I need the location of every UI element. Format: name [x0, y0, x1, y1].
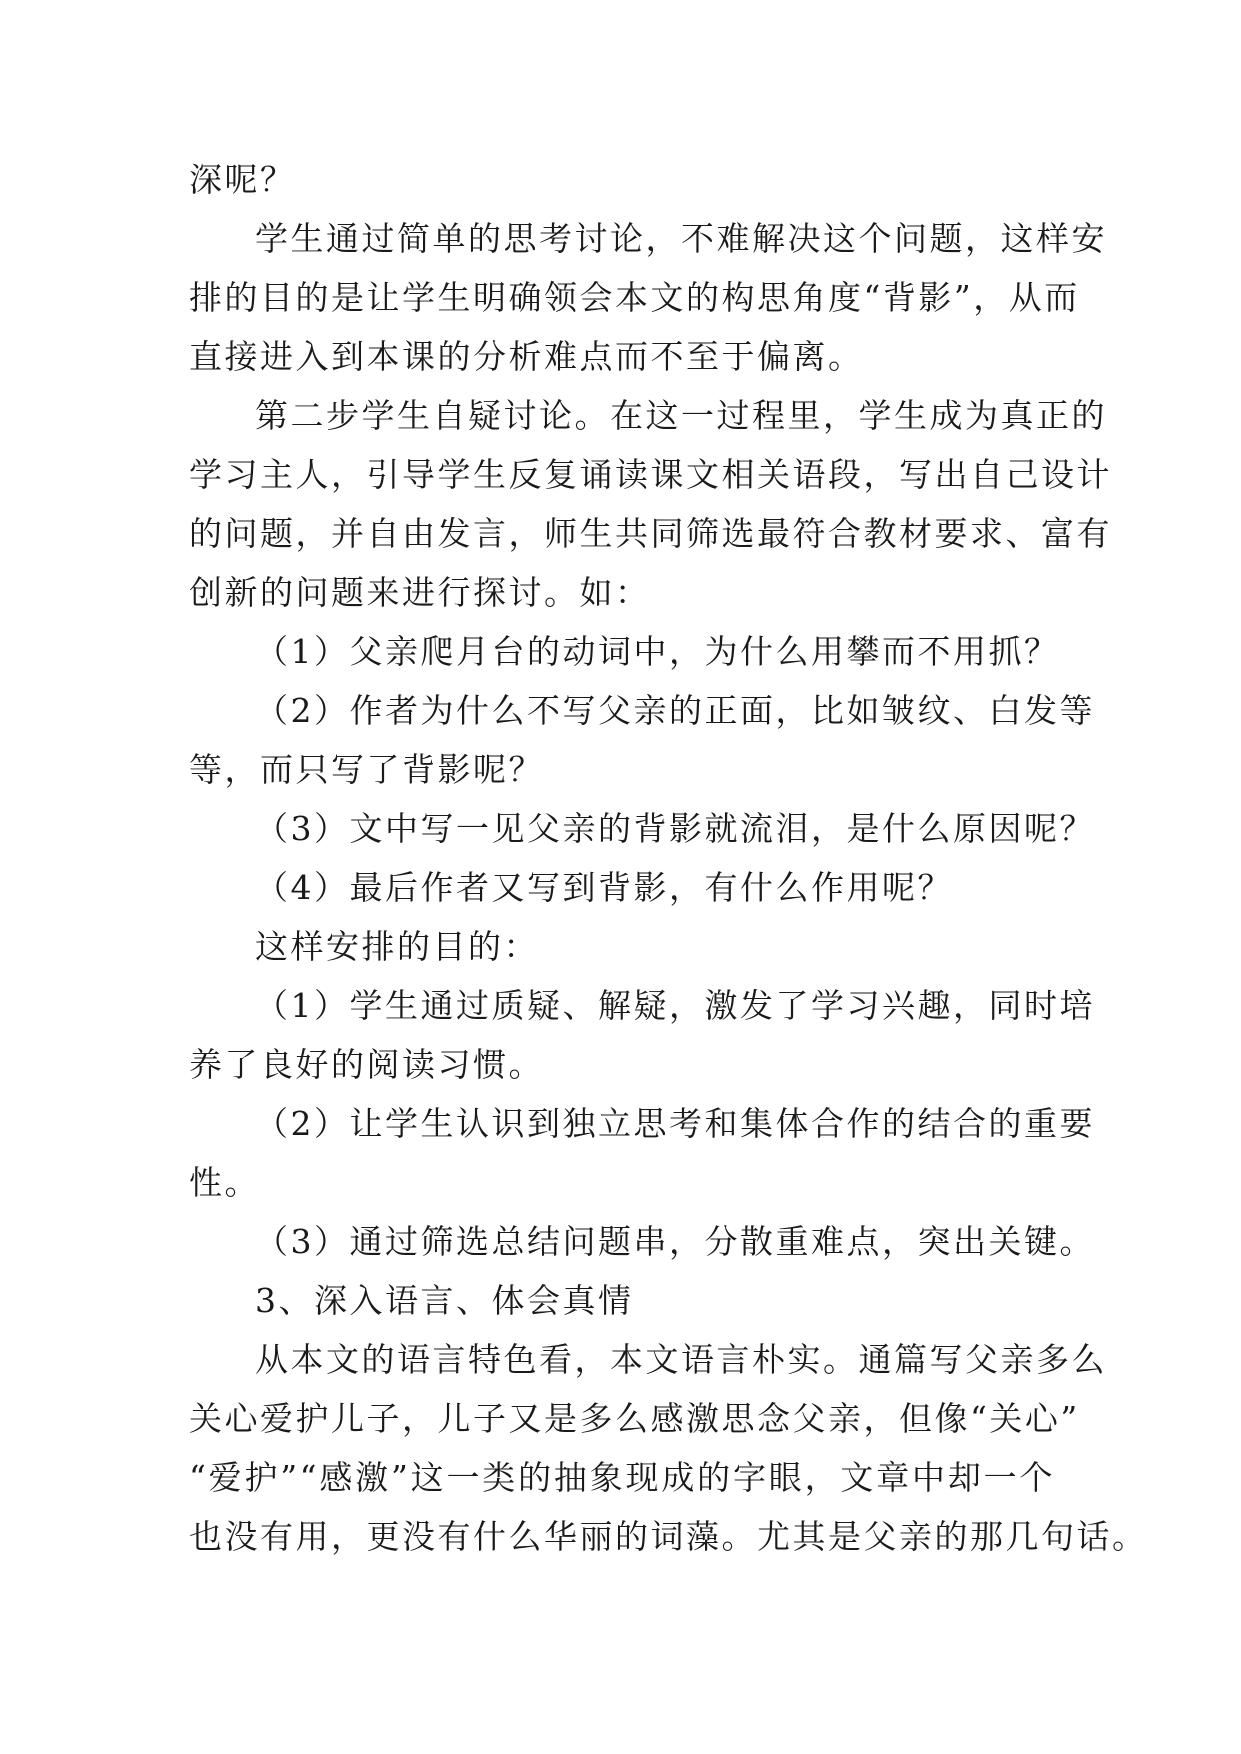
text-line-23: “爱护”“感激”这一类的抽象现成的字眼，文章中却一个: [189, 1458, 1055, 1497]
text-line-18: 性。: [189, 1163, 260, 1202]
text-line-21: 从本文的语言特色看，本文语言朴实。通篇写父亲多么: [255, 1340, 1107, 1379]
text-line-4: 直接进入到本课的分析难点而不至于偏离。: [189, 337, 864, 376]
text-line-5: 第二步学生自疑讨论。在这一过程里，学生成为真正的: [255, 396, 1107, 435]
text-line-22: 关心爱护儿子，儿子又是多么感激思念父亲，但像“关心”: [189, 1399, 1080, 1438]
text-line-16: 养了良好的阅读习惯。: [189, 1045, 544, 1084]
text-line-3: 排的目的是让学生明确领会本文的构思角度“背影”，从而: [189, 278, 1080, 317]
text-line-11: 等，而只写了背影呢？: [189, 750, 544, 789]
text-line-19: （3）通过筛选总结问题串，分散重难点，突出关键。: [255, 1222, 1095, 1261]
text-line-12: （3）文中写一见父亲的背影就流泪，是什么原因呢？: [255, 809, 1095, 848]
text-line-2: 学生通过简单的思考讨论，不难解决这个问题，这样安: [255, 219, 1107, 258]
text-line-17: （2）让学生认识到独立思考和集体合作的结合的重要: [255, 1104, 1095, 1143]
text-line-10: （2）作者为什么不写父亲的正面，比如皱纹、白发等: [255, 691, 1095, 730]
section-heading: 3、深入语言、体会真情: [255, 1281, 634, 1320]
document-body: [189, 150, 1148, 1566]
text-line-1: 深呢？: [189, 160, 296, 199]
text-line-13: （4）最后作者又写到背影，有什么作用呢？: [255, 868, 953, 907]
text-line-8: 创新的问题来进行探讨。如：: [189, 573, 651, 612]
text-line-9: （1）父亲爬月台的动词中，为什么用攀而不用抓？: [255, 632, 1060, 671]
text-line-7: 的问题，并自由发言，师生共同筛选最符合教材要求、富有: [189, 514, 1112, 553]
text-line-24: 也没有用，更没有什么华丽的词藻。尤其是父亲的那几句话。: [189, 1517, 1148, 1556]
text-line-15: （1）学生通过质疑、解疑，激发了学习兴趣，同时培: [255, 986, 1095, 1025]
text-line-14: 这样安排的目的：: [255, 927, 539, 966]
text-line-6: 学习主人，引导学生反复诵读课文相关语段，写出自己设计: [189, 455, 1112, 494]
